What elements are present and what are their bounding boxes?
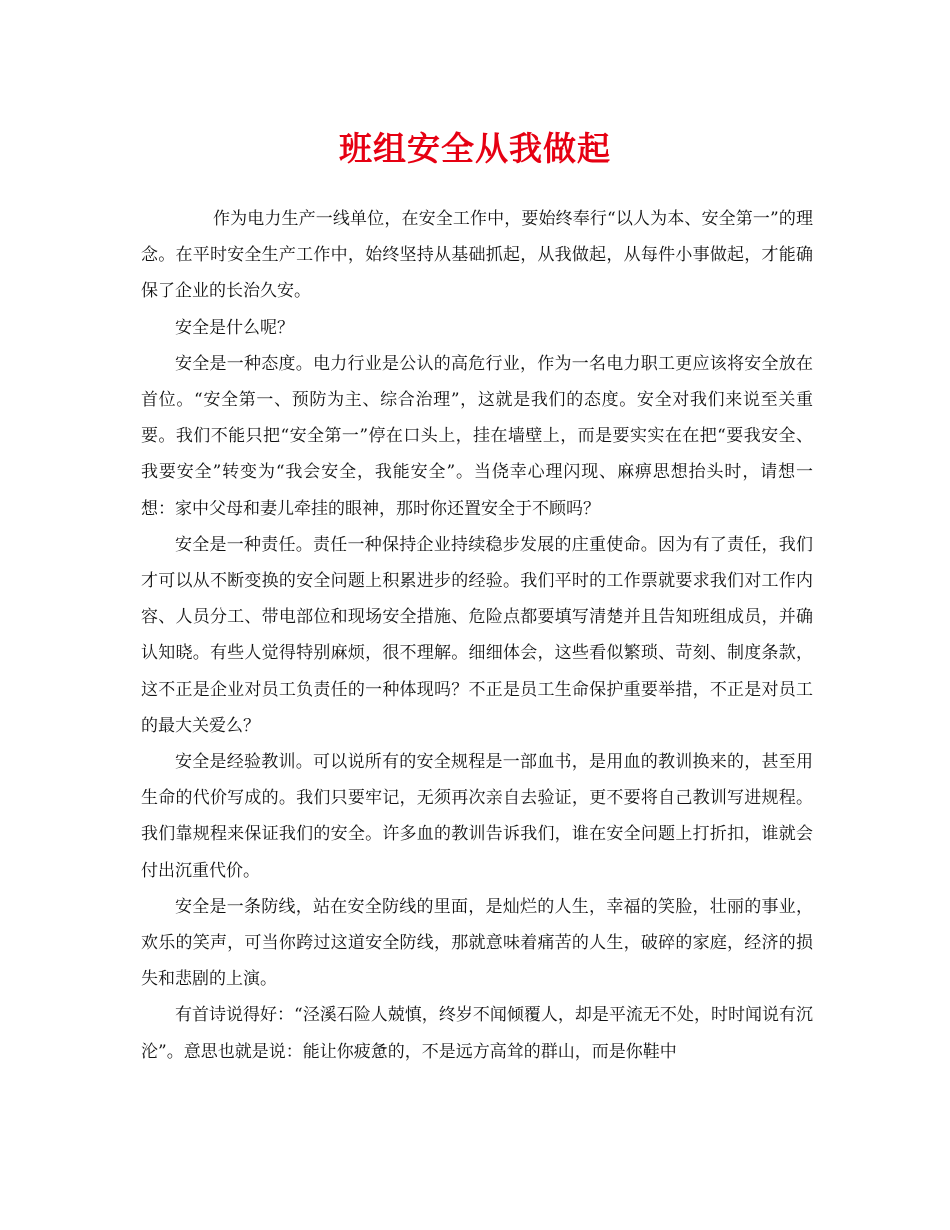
paragraph-attitude: 安全是一种态度。电力行业是公认的高危行业，作为一名电力职工更应该将安全放在首位。“安全第一、预防为主、综合治理”，这就是我们的态度。安全对我们来说至关重要。我们不能只把“安全第一”停在口头上，挂在墙壁上，而是要实实在在把“要我安全、我要安全”转变为“我会安全，我能安全”。当侥幸心理闪现、麻痹思想抬头时，请想一想：家中父母和妻儿牵挂的眼神，那时你还置安全于不顾吗？	[141, 353, 813, 519]
document-title: 班组安全从我做起	[339, 129, 611, 168]
paragraph-poem: 有首诗说得好：“泾溪石险人兢慎，终岁不闻倾覆人，却是平流无不处，时时闻说有沉沦”。意思也就是说：能让你疲惫的，不是远方高耸的群山，而是你鞋中	[141, 1005, 813, 1062]
paragraph-intro: 作为电力生产一线单位，在安全工作中，要始终奉行“以人为本、安全第一”的理念。在平时安全生产工作中，始终坚持从基础抓起，从我做起，从每件小事做起，才能确保了企业的长治久安。	[141, 209, 813, 302]
document-body	[141, 201, 813, 1070]
paragraph-responsibility: 安全是一种责任。责任一种保持企业持续稳步发展的庄重使命。因为有了责任，我们才可以从不断变换的安全问题上积累进步的经验。我们平时的工作票就要求我们对工作内容、人员分工、带电部位和现场安全措施、危险点都要填写清楚并且告知班组成员，并确认知晓。有些人觉得特别麻烦，很不理解。细细体会，这些看似繁琐、苛刻、制度条款，这不正是企业对员工负责任的一种体现吗？不正是员工生命保护重要举措，不正是对员工的最大关爱么？	[141, 534, 813, 736]
paragraph-defense-line: 安全是一条防线，站在安全防线的里面，是灿烂的人生，幸福的笑脸，壮丽的事业，欢乐的笑声，可当你跨过这道安全防线，那就意味着痛苦的人生，破碎的家庭，经济的损失和悲剧的上演。	[141, 896, 813, 990]
paragraph-lessons: 安全是经验教训。可以说所有的安全规程是一部血书，是用血的教训换来的，甚至用生命的代价写成的。我们只要牢记，无须再次亲自去验证，更不要将自己教训写进规程。我们靠规程来保证我们的安全。许多血的教训告诉我们，谁在安全问题上打折扣，谁就会付出沉重代价。	[141, 752, 813, 881]
paragraph-question: 安全是什么呢？	[175, 317, 294, 338]
